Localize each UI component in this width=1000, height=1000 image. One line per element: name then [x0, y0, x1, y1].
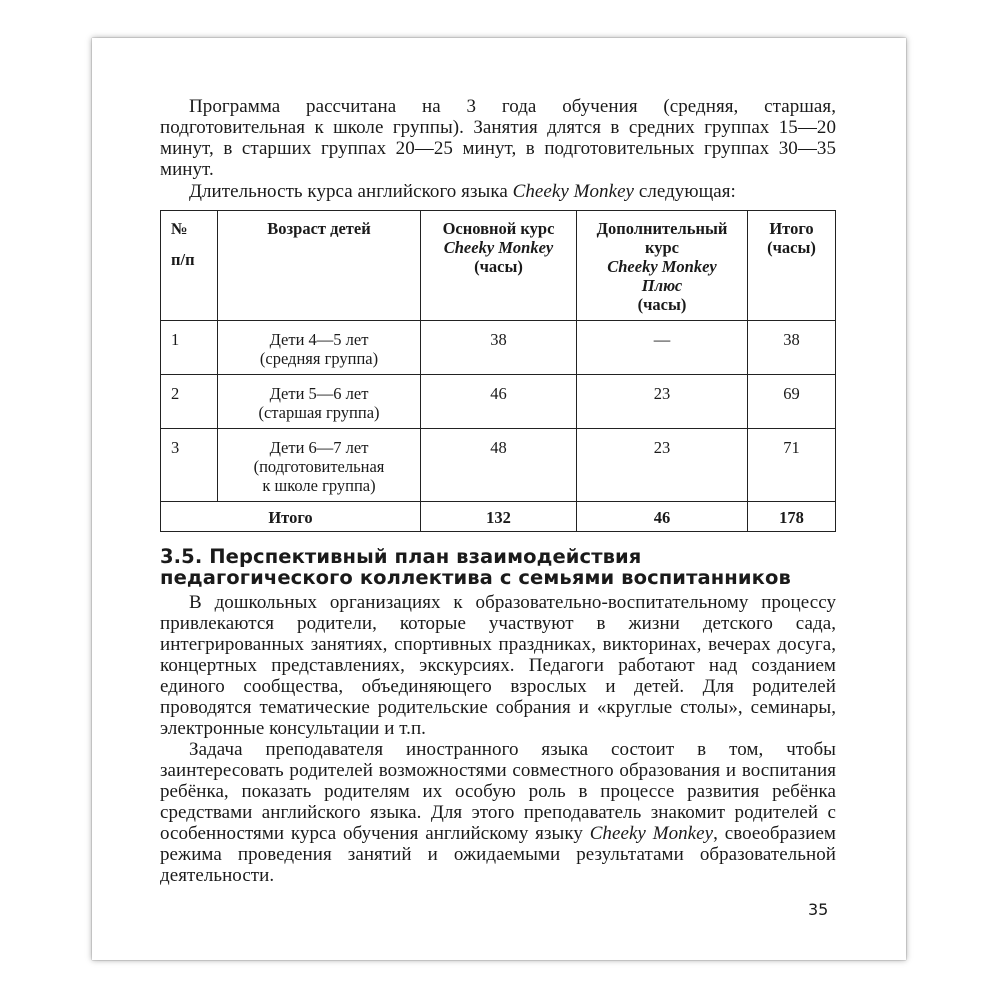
header-extra-line2: курс [644, 238, 680, 257]
header-age: Возраст детей [218, 211, 421, 321]
row-age-line2: (подготовительная [253, 457, 385, 476]
page-number: 35 [808, 900, 829, 919]
page-content [160, 96, 836, 886]
table-row [161, 429, 836, 502]
row-age-line1: Дети 4—5 лет [269, 330, 369, 349]
header-extra-course-plus: Плюс [641, 276, 683, 295]
header-main-line1: Основной курс [442, 219, 555, 238]
header-main-course [421, 211, 577, 321]
header-total [748, 211, 836, 321]
table-header-row [161, 211, 836, 321]
total-label: Итого [161, 502, 421, 532]
row-age-line2: (средняя группа) [259, 349, 379, 368]
row-main-hours: 46 [421, 375, 577, 429]
total-main-hours: 132 [421, 502, 577, 532]
header-extra-units: (часы) [637, 295, 687, 314]
table-row [161, 375, 836, 429]
total-extra-hours: 46 [577, 502, 748, 532]
header-number [161, 211, 218, 321]
paragraph-course-length [160, 181, 836, 202]
table-row [161, 321, 836, 375]
row-age [218, 429, 421, 502]
row-main-hours: 38 [421, 321, 577, 375]
row-total-hours: 69 [748, 375, 836, 429]
row-extra-hours: 23 [577, 429, 748, 502]
paragraph-program-duration: Программа рассчитана на 3 года обучения (средняя, старшая, подготовительная к школе группы). Занятия длятся в средних группах 15—20 минут, в старших группах 20—25 минут, в подготовительных группах 30—35 минут. [160, 96, 836, 180]
row-total-hours: 38 [748, 321, 836, 375]
row-extra-hours: 23 [577, 375, 748, 429]
row-age-line1: Дети 5—6 лет [269, 384, 369, 403]
row-extra-hours: — [577, 321, 748, 375]
header-number-sign: № [171, 219, 188, 238]
paragraph-teacher-task-text: Задача преподавателя иностранного языка состоит в том, чтобы заинтересовать родителей возможностями совместного образования и воспитания ребёнка, показать родителям их особую роль в процессе развития ребёнка средствами английского языка. Для этого преподаватель знакомит родителей с особенностями курса обучения английскому языку [160, 739, 836, 844]
course-name-italic-2: Cheeky Monkey [589, 823, 714, 844]
row-main-hours: 48 [421, 429, 577, 502]
row-age [218, 375, 421, 429]
row-age-line2: (старшая группа) [258, 403, 380, 422]
row-age-line3: к школе группа) [262, 476, 376, 495]
course-hours-table [160, 210, 836, 532]
paragraph-course-length-end: следующая: [634, 181, 736, 202]
header-extra-line1: Дополнительный [596, 219, 728, 238]
header-extra-course [577, 211, 748, 321]
table-total-row [161, 502, 836, 532]
paragraph-teacher-task-end: , своеобразием режима проведения занятий и ожидаемыми результатами образовательной деятельности. [160, 823, 837, 886]
total-all-hours: 178 [748, 502, 836, 532]
header-number-label: п/п [171, 250, 195, 269]
row-number: 2 [161, 375, 218, 429]
header-extra-course-name: Cheeky Monkey [607, 257, 717, 276]
book-page [92, 38, 906, 960]
row-age [218, 321, 421, 375]
row-age-line1: Дети 6—7 лет [269, 438, 369, 457]
paragraph-course-length-text: Длительность курса английского языка [189, 181, 513, 202]
row-total-hours: 71 [748, 429, 836, 502]
row-number: 3 [161, 429, 218, 502]
header-main-units: (часы) [474, 257, 523, 276]
header-total-units: (часы) [767, 238, 816, 257]
row-number: 1 [161, 321, 218, 375]
course-name-italic: Cheeky Monkey [512, 181, 635, 202]
header-total-line1: Итого [769, 219, 814, 238]
header-main-course-name: Cheeky Monkey [443, 238, 554, 257]
section-heading: 3.5. Перспективный план взаимодействия педагогического коллектива с семьями воспитанников [160, 545, 791, 589]
paragraph-parent-involvement: В дошкольных организациях к образовательно-воспитательному процессу привлекаются родители, которые участвуют в жизни детского сада, интегрированных занятиях, спортивных праздниках, викторинах, вечерах досуга, концертных представлениях, экскурсиях. Педагоги работают над созданием единого сообщества, объединяющего взрослых и детей. Для родителей проводятся тематические родительские собрания и «круглые столы», семинары, электронные консультации и т.п. [160, 592, 836, 739]
paragraph-teacher-task [160, 739, 836, 886]
